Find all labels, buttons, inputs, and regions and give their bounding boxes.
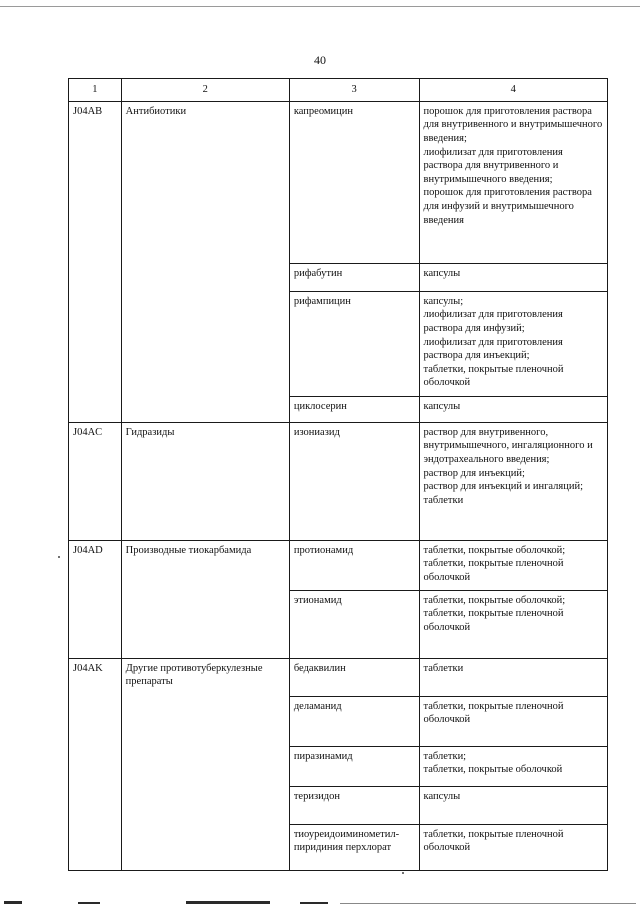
dosage-form-cell: таблетки, покрытые оболочкой; таблетки, покрытые пленочной оболочкой	[419, 590, 607, 658]
column-header: 3	[289, 79, 419, 102]
drug-classification-table	[68, 78, 608, 871]
scan-bottom-strip	[0, 897, 640, 905]
drug-name-cell: тиоуреидоиминометил-пиридиния перхлорат	[289, 824, 419, 870]
group-name-cell: Производные тиокарбамида	[121, 540, 289, 658]
column-header: 1	[69, 79, 122, 102]
table-row	[69, 422, 608, 540]
column-header: 2	[121, 79, 289, 102]
atc-code-cell: J04AC	[69, 422, 122, 540]
drug-name-cell: рифабутин	[289, 263, 419, 291]
dosage-form-cell: капсулы	[419, 263, 607, 291]
drug-name-cell: пиразинамид	[289, 746, 419, 786]
drug-name-cell: циклосерин	[289, 396, 419, 422]
drug-name-cell: протионамид	[289, 540, 419, 590]
drug-name-cell: деламанид	[289, 696, 419, 746]
dosage-form-cell: капсулы	[419, 396, 607, 422]
dosage-form-cell: раствор для внутривенного, внутримышечного, ингаляционного и эндотрахеального введения; раствор для инъекций; раствор для инъекций и ингаляций; таблетки	[419, 422, 607, 540]
drug-name-cell: изониазид	[289, 422, 419, 540]
column-header: 4	[419, 79, 607, 102]
table-row	[69, 540, 608, 590]
scan-speck	[58, 556, 60, 558]
group-name-cell: Гидразиды	[121, 422, 289, 540]
dosage-form-cell: капсулы	[419, 786, 607, 824]
group-name-cell: Антибиотики	[121, 101, 289, 422]
drug-name-cell: теризидон	[289, 786, 419, 824]
dosage-form-cell: таблетки; таблетки, покрытые оболочкой	[419, 746, 607, 786]
atc-code-cell: J04AB	[69, 101, 122, 422]
drug-name-cell: этионамид	[289, 590, 419, 658]
dosage-form-cell: порошок для приготовления раствора для внутривенного и внутримышечного введения; лиофилизат для приготовления раствора для внутривенного и внутримышечного введения; порошок для приготовления раствора для инфузий и внутримышечного введения	[419, 101, 607, 263]
dosage-form-cell: таблетки, покрытые пленочной оболочкой	[419, 824, 607, 870]
group-name-cell: Другие противотуберкулезные препараты	[121, 658, 289, 870]
dosage-form-cell: таблетки, покрытые оболочкой; таблетки, покрытые пленочной оболочкой	[419, 540, 607, 590]
dosage-form-cell: капсулы; лиофилизат для приготовления раствора для инфузий; лиофилизат для приготовления раствора для инъекций; таблетки, покрытые пленочной оболочкой	[419, 291, 607, 396]
dosage-form-cell: таблетки, покрытые пленочной оболочкой	[419, 696, 607, 746]
table-row	[69, 101, 608, 263]
scan-speck	[402, 872, 404, 874]
drug-name-cell: капреомицин	[289, 101, 419, 263]
atc-code-cell: J04AK	[69, 658, 122, 870]
dosage-form-cell: таблетки	[419, 658, 607, 696]
drug-name-cell: бедаквилин	[289, 658, 419, 696]
table-row	[69, 658, 608, 696]
table-header-row	[69, 79, 608, 102]
page-number: 40	[314, 53, 326, 67]
atc-code-cell: J04AD	[69, 540, 122, 658]
drug-name-cell: рифампицин	[289, 291, 419, 396]
scan-edge-line	[0, 6, 640, 7]
